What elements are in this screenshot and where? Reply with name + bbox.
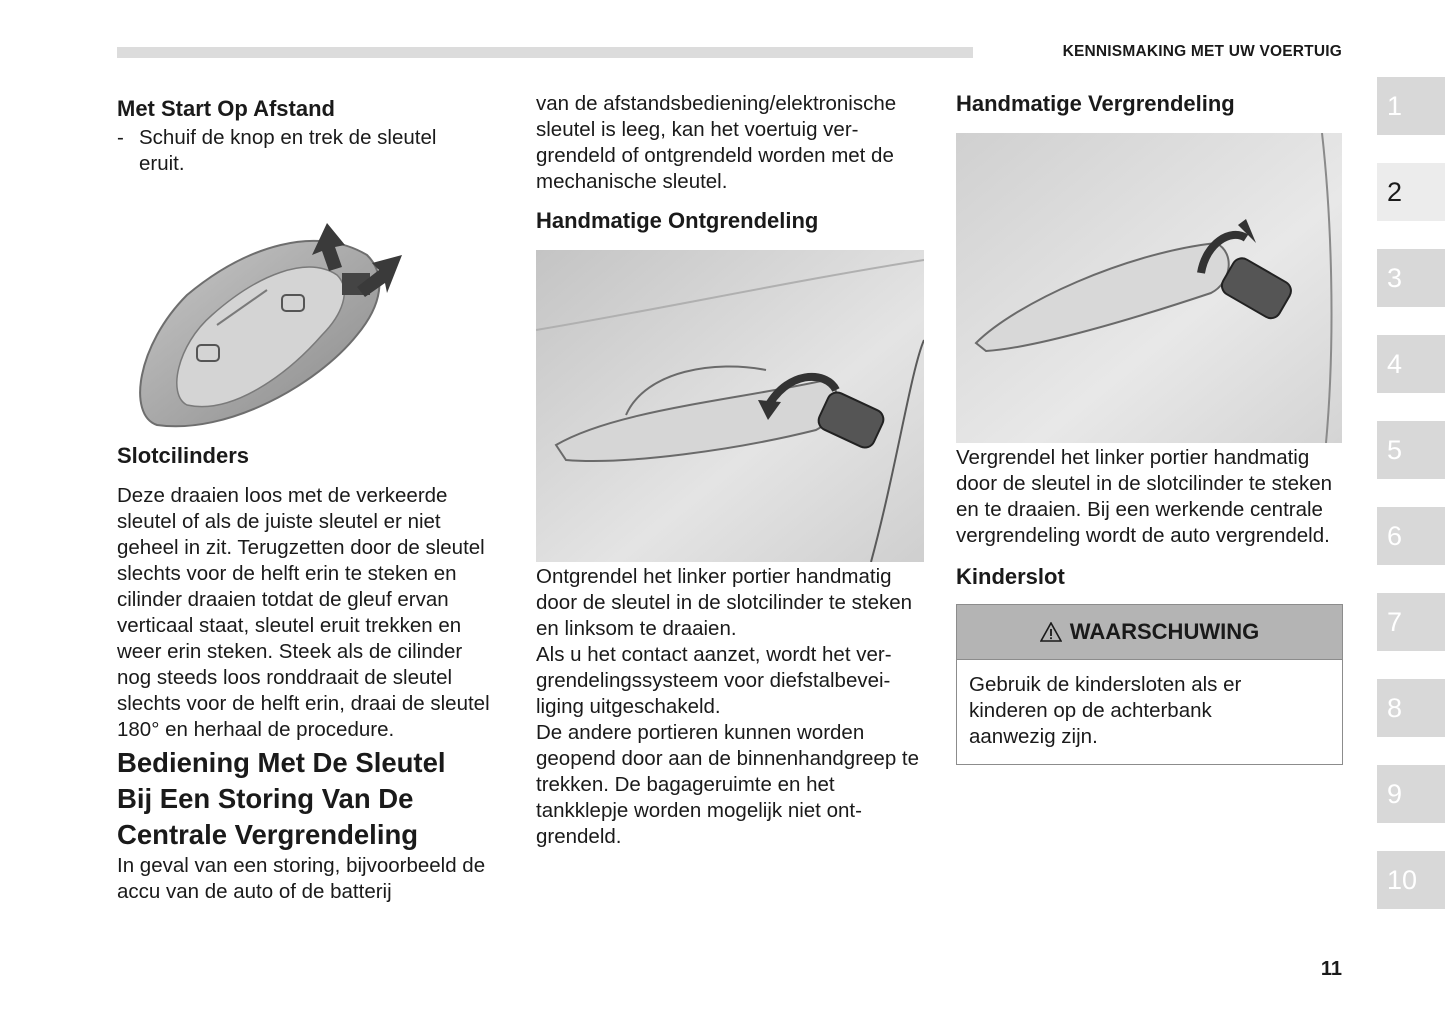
column-2 — [536, 91, 924, 850]
warning-box — [956, 604, 1343, 765]
bullet-item — [117, 125, 497, 177]
section-title: KENNISMAKING MET UW VOERTUIG — [1062, 43, 1342, 60]
ontgrendeling-text-2: Als u het contact aanzet, wordt het ver-grendelingssysteem voor diefstalbevei-liging uitgeschakeld. — [536, 643, 892, 718]
chapter-tab-2[interactable]: 2 — [1377, 163, 1445, 221]
chapter-tab-6[interactable]: 6 — [1377, 507, 1445, 565]
chapter-tab-3[interactable]: 3 — [1377, 249, 1445, 307]
heading-kinderslot: Kinderslot — [956, 564, 1065, 589]
continued-text: van de afstandsbediening/elektronische sleutel is leeg, kan het voertuig ver-grendeld of ontgrendeld worden met de mechanische sleutel. — [536, 92, 897, 193]
bullet-dash: - — [117, 126, 124, 149]
heading-handmatige-vergrendeling: Handmatige Vergrendeling — [956, 91, 1235, 116]
warning-triangle-icon — [1040, 622, 1062, 642]
chapter-tab-4[interactable]: 4 — [1377, 335, 1445, 393]
chapter-tab-8[interactable]: 8 — [1377, 679, 1445, 737]
chapter-tab-7[interactable]: 7 — [1377, 593, 1445, 651]
warning-title: WAARSCHUWING — [1069, 619, 1260, 644]
door-unlock-illustration — [536, 250, 924, 562]
heading-bediening: Bediening Met De Sleutel Bij Een Storing Van De Centrale Vergrendeling — [117, 747, 446, 850]
slotcilinders-text: Deze draaien loos met de verkeerde sleutel of als de juiste sleutel er niet geheel in zit. Terugzetten door de sleutel slechts voor de helft erin te steken en cilinder draaien totdat de gleuf ervan verticaal staat, sleutel eruit trekken en weer erin steken. Steek als de cilinder nog steeds loos ronddraait de sleutel slechts voor de helft erin, draai de sleutel 180° en herhaal de procedure. — [117, 484, 490, 741]
warning-text: Gebruik de kindersloten als er kinderen op de achterbank aanwezig zijn. — [969, 673, 1242, 748]
page-number: 11 — [1320, 958, 1342, 980]
ontgrendeling-text-3: De andere portieren kunnen worden geopend door aan de binnenhandgreep te trekken. De bagageruimte en het tankklepje worden mogelijk niet ont-grendeld. — [536, 721, 920, 848]
chapter-tab-10[interactable]: 10 — [1377, 851, 1445, 909]
heading-start-op-afstand: Met Start Op Afstand — [117, 96, 335, 121]
column-3 — [956, 90, 1344, 765]
ontgrendeling-text-1: Ontgrendel het linker portier handmatig door de sleutel in de slotcilinder te steken en linksom te draaien. — [536, 565, 913, 640]
header-bar — [117, 47, 973, 58]
bediening-text: In geval van een storing, bijvoorbeeld de accu van de auto of de batterij — [117, 854, 486, 903]
chapter-tab-9[interactable]: 9 — [1377, 765, 1445, 823]
heading-slotcilinders: Slotcilinders — [117, 443, 250, 468]
vergrendeling-text: Vergrendel het linker portier handmatig door de sleutel in de slotcilinder te steken en te draaien. Bij een werkende centrale vergrendeling wordt de auto vergrendeld. — [956, 446, 1333, 547]
chapter-tab-5[interactable]: 5 — [1377, 421, 1445, 479]
chapter-tab-1[interactable]: 1 — [1377, 77, 1445, 135]
bullet-text: Schuif de knop en trek de sleutel eruit. — [139, 126, 437, 175]
key-fob-illustration — [117, 215, 407, 430]
door-lock-illustration — [956, 133, 1342, 443]
heading-handmatige-ontgrendeling: Handmatige Ontgrendeling — [536, 208, 819, 233]
warning-header — [957, 605, 1342, 660]
column-1 — [117, 90, 497, 905]
